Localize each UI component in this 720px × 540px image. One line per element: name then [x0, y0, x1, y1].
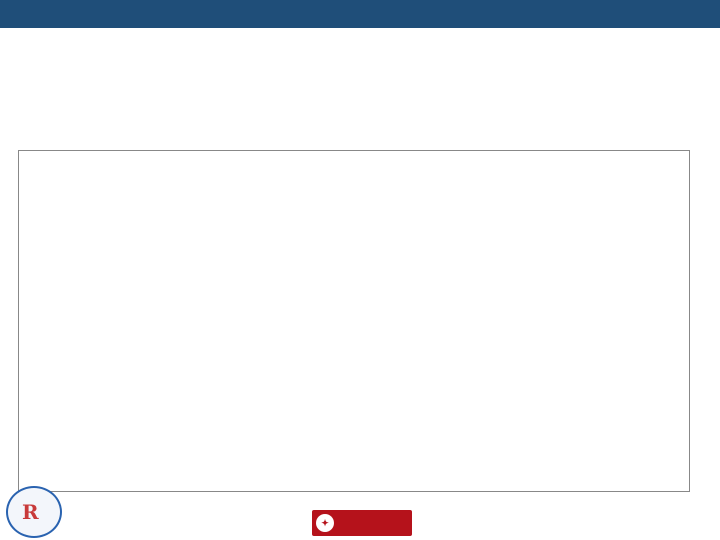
riznica-logo: [312, 510, 412, 536]
logo-strip: [0, 480, 720, 540]
institution-seal-logo: R: [6, 486, 62, 538]
form-header: [23, 155, 685, 165]
joppd-form: [18, 150, 690, 492]
top-accent-bar: [0, 0, 720, 28]
racunovodstvo-logo: [612, 498, 712, 536]
riznica-badge-icon: ✦: [316, 514, 334, 532]
